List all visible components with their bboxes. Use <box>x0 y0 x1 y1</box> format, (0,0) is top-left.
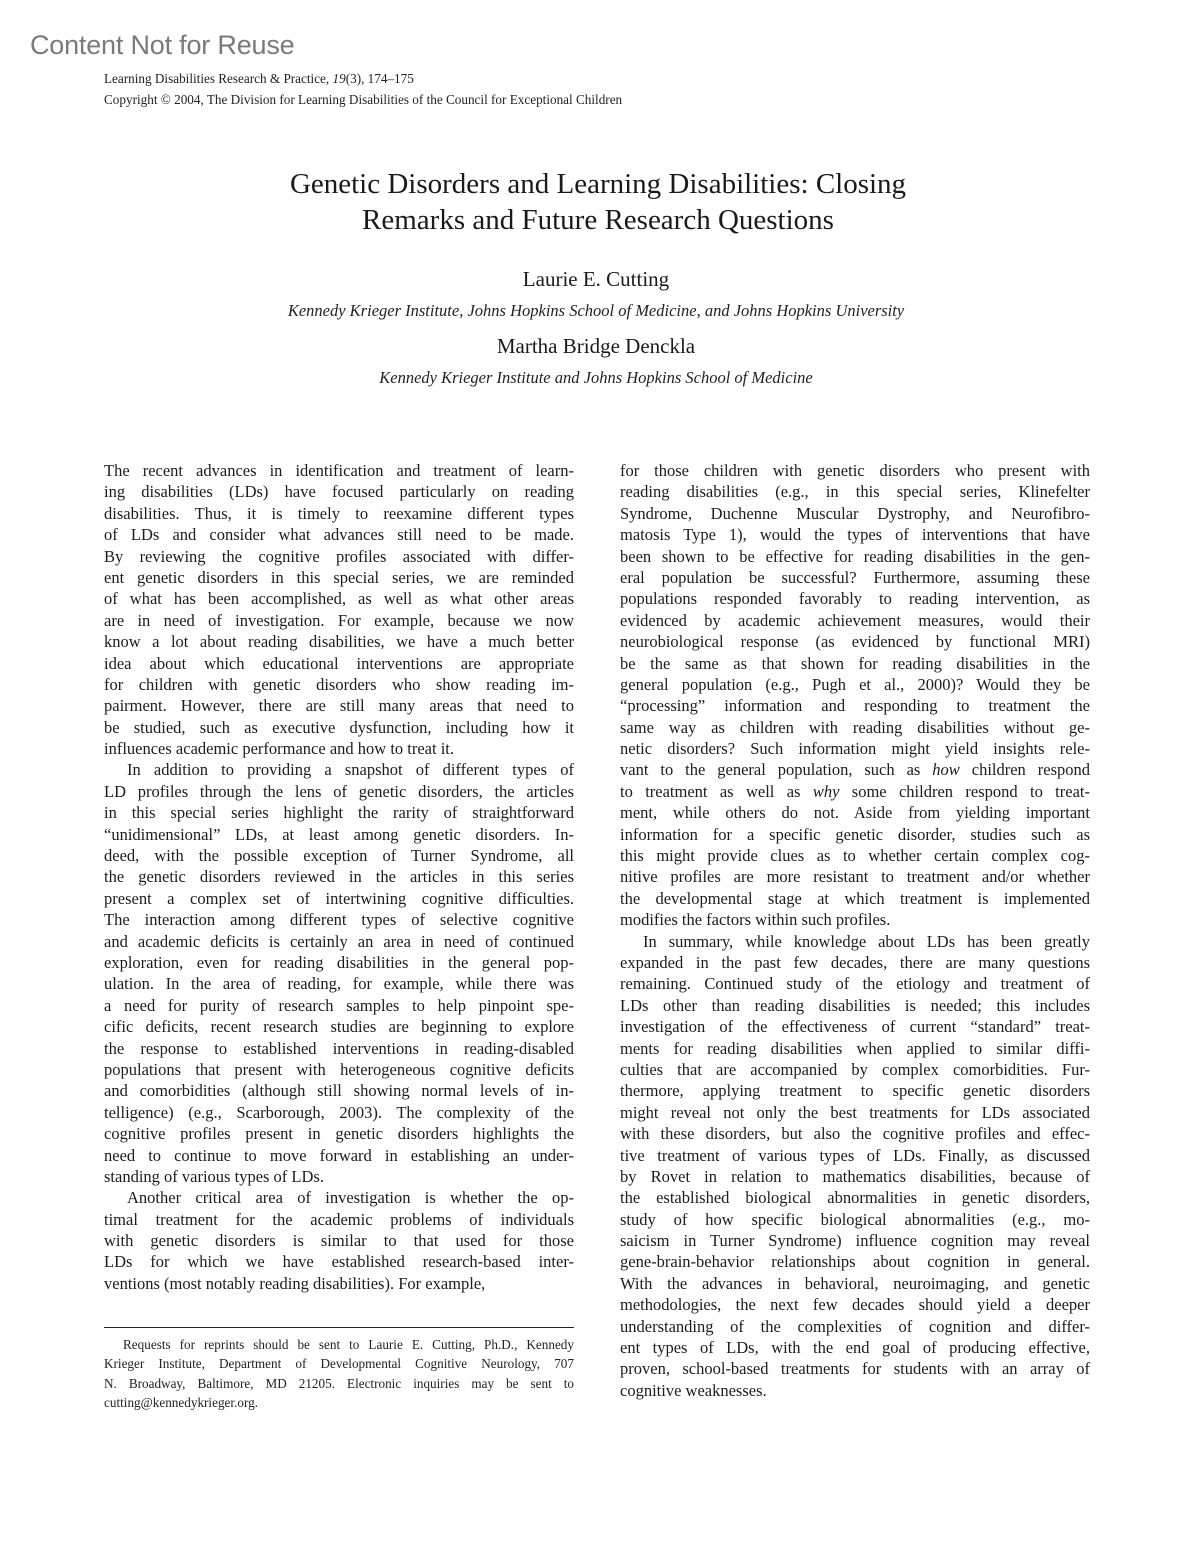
author-affiliation: Kennedy Krieger Institute, Johns Hopkins School of Medicine, and Johns Hopkins University <box>287 301 905 320</box>
text-line: been shown to be effective for reading disabilities in the gen- <box>620 546 1090 566</box>
text-line: ulation. In the area of reading, for example, while there was <box>104 974 574 994</box>
author-affiliation: Kennedy Krieger Institute and Johns Hopkins School of Medicine <box>379 368 813 387</box>
journal-issue-pages: (3), 174–175 <box>345 71 414 86</box>
text-line: are in need of investigation. For example, because we now <box>104 610 574 630</box>
footnote-line: Krieger Institute, Department of Developmental Cognitive Neurology, 707 <box>104 1356 574 1372</box>
text-line: In addition to providing a snapshot of different types of <box>127 760 574 780</box>
text-line: Another critical area of investigation is whether the op- <box>127 1188 574 1208</box>
footnote-divider <box>104 1327 574 1328</box>
text-line: need to continue to move forward in establishing an under- <box>104 1145 574 1165</box>
text-line: influences academic performance and how to treat it. <box>104 739 455 759</box>
emphasis: how <box>932 760 960 780</box>
text-line: matosis Type 1), would the types of interventions that have <box>620 525 1090 545</box>
footnote-line: N. Broadway, Baltimore, MD 21205. Electronic inquiries may be sent to <box>104 1375 574 1391</box>
text-line: exploration, even for reading disabilities in the general pop- <box>104 952 574 972</box>
text-line: populations responded favorably to reading intervention, as <box>620 589 1090 609</box>
text-line: understanding of the complexities of cognition and differ- <box>620 1316 1090 1336</box>
text-line: With the advances in behavioral, neuroimaging, and genetic <box>620 1273 1090 1293</box>
text-line: ments for reading disabilities when applied to similar diffi- <box>620 1038 1090 1058</box>
text-line: know a lot about reading disabilities, we have a much better <box>104 632 574 652</box>
footnote <box>104 1335 574 1412</box>
text-line: proven, school-based treatments for students with an array of <box>620 1359 1090 1379</box>
text-line: eral population be successful? Furthermore, assuming these <box>620 567 1090 587</box>
text-line: standing of various types of LDs. <box>104 1166 324 1186</box>
text-line: for children with genetic disorders who show reading im- <box>104 674 574 694</box>
text-line: cognitive weaknesses. <box>620 1380 767 1400</box>
text-line: the response to established interventions in reading-disabled <box>104 1038 574 1058</box>
text-line: cific deficits, recent research studies are beginning to explore <box>104 1017 574 1037</box>
copyright-line: Copyright © 2004, The Division for Learning Disabilities of the Council for Exceptional Children <box>104 92 623 107</box>
text-line: In summary, while knowledge about LDs has been greatly <box>643 931 1090 951</box>
text-line: pairment. However, there are still many areas that need to <box>104 696 574 716</box>
text-line: expanded in the past few decades, there are many questions <box>620 952 1090 972</box>
journal-citation <box>104 68 622 89</box>
text-line: reading disabilities (e.g., in this special series, Klinefelter <box>620 482 1090 502</box>
text-line: general population (e.g., Pugh et al., 2000)? Would they be <box>620 674 1090 694</box>
text-line: The recent advances in identification and treatment of learn- <box>104 461 574 480</box>
text-line: with these disorders, but also the cognitive profiles and effec- <box>620 1124 1090 1144</box>
text-line: modifies the factors within such profiles. <box>620 910 891 930</box>
text-line: saicism in Turner Syndrome) influence cognition may reveal <box>620 1231 1090 1251</box>
text-line: present a complex set of intertwining cognitive difficulties. <box>104 888 574 908</box>
text-line: gene-brain-behavior relationships about cognition in general. <box>620 1252 1090 1272</box>
text-line: vant to the general population, such as how children respond <box>620 760 1090 780</box>
text-line: evidenced by academic achievement measures, would their <box>620 610 1090 630</box>
text-line: neurobiological response (as evidenced by functional MRI) <box>620 632 1090 652</box>
text-line: and comorbidities (although still showing normal levels of in- <box>104 1081 574 1101</box>
journal-header <box>104 68 622 110</box>
footnote-line: cutting@kennedykrieger.org. <box>104 1394 258 1410</box>
text-line: telligence) (e.g., Scarborough, 2003). The complexity of the <box>104 1102 574 1122</box>
text-line: and academic deficits is certainly an area in need of continued <box>104 931 574 951</box>
text-line: investigation of the effectiveness of current “standard” treat- <box>620 1017 1090 1037</box>
text-line: tive treatment of various types of LDs. Finally, as discussed <box>620 1145 1090 1165</box>
text-line: of LDs and consider what advances still need to be made. <box>104 525 574 545</box>
footnote-line: Requests for reprints should be sent to Laurie E. Cutting, Ph.D., Kennedy <box>123 1337 574 1352</box>
text-line: the genetic disorders reviewed in the articles in this series <box>104 867 574 887</box>
text-line: the developmental stage at which treatment is implemented <box>620 888 1090 908</box>
text-line: this might provide clues as to whether certain complex cog- <box>620 846 1090 866</box>
emphasis: why <box>812 781 840 801</box>
text-line: study of how specific biological abnormalities (e.g., mo- <box>620 1209 1090 1229</box>
text-line: netic disorders? Such information might yield insights rele- <box>620 739 1090 759</box>
text-line: nitive profiles are more resistant to treatment and/or whether <box>620 867 1090 887</box>
article-title-line-2: Remarks and Future Research Questions <box>362 204 834 236</box>
text-line: same way as children with reading disabilities without ge- <box>620 717 1090 737</box>
text-line: the established biological abnormalities in genetic disorders, <box>620 1188 1090 1208</box>
text-line: ent types of LDs, with the end goal of producing effective, <box>620 1338 1090 1358</box>
text-line: Syndrome, Duchenne Muscular Dystrophy, and Neurofibro- <box>620 503 1090 523</box>
journal-volume: 19 <box>332 71 346 86</box>
text-line: methodologies, the next few decades should yield a deeper <box>620 1295 1090 1315</box>
author-name: Laurie E. Cutting <box>522 267 670 291</box>
text-line: “unidimensional” LDs, at least among genetic disorders. In- <box>104 824 574 844</box>
body-left-column <box>104 460 574 1294</box>
text-line: to treatment as well as why some children respond to treat- <box>620 781 1090 801</box>
text-line: ment, while others do not. Aside from yielding important <box>620 803 1090 823</box>
article-title-line-1: Genetic Disorders and Learning Disabilities: Closing <box>289 168 907 200</box>
text-line: “processing” information and responding to treatment the <box>620 696 1090 716</box>
journal-name: Learning Disabilities Research & Practice, <box>104 71 333 86</box>
text-line: cognitive profiles present in genetic disorders highlights the <box>104 1124 574 1144</box>
text-line: ventions (most notably reading disabilities). For example, <box>104 1273 486 1293</box>
text-line: populations that present with heterogeneous cognitive deficits <box>104 1059 574 1079</box>
text-line: be studied, such as executive dysfunction, including how it <box>104 717 574 737</box>
text-line: thermore, applying treatment to specific genetic disorders <box>620 1081 1090 1101</box>
text-line: a need for purity of research samples to help pinpoint spe- <box>104 995 574 1015</box>
text-line: culties that are accompanied by complex comorbidities. Fur- <box>620 1059 1090 1079</box>
article-title <box>0 166 1196 238</box>
text-line: in this special series highlight the rarity of straightforward <box>104 803 574 823</box>
text-line: ing disabilities (LDs) have focused particularly on reading <box>104 482 574 502</box>
text-line: by Rovet in relation to mathematics disabilities, because of <box>620 1166 1090 1186</box>
text-line: LD profiles through the lens of genetic disorders, the articles <box>104 781 574 801</box>
text-line: timal treatment for the academic problems of individuals <box>104 1209 574 1229</box>
text-line: might reveal not only the best treatments for LDs associated <box>620 1102 1090 1122</box>
body-right-column <box>620 460 1090 1401</box>
text-line: By reviewing the cognitive profiles associated with differ- <box>104 546 574 566</box>
text-line: LDs other than reading disabilities is needed; this includes <box>620 995 1090 1015</box>
text-line: disabilities. Thus, it is timely to reexamine different types <box>104 503 574 523</box>
author-name: Martha Bridge Denckla <box>496 334 696 358</box>
text-line: remaining. Continued study of the etiology and treatment of <box>620 974 1090 994</box>
watermark: Content Not for Reuse <box>30 30 295 60</box>
text-line: The interaction among different types of selective cognitive <box>104 910 574 930</box>
text-line: of what has been accomplished, as well as what other areas <box>104 589 574 609</box>
text-line: ent genetic disorders in this special series, we are reminded <box>104 567 574 587</box>
text-line: for those children with genetic disorders who present with <box>620 461 1090 480</box>
text-line: be the same as that shown for reading disabilities in the <box>620 653 1090 673</box>
text-line: LDs for which we have established research-based inter- <box>104 1252 574 1272</box>
text-line: information for a specific genetic disorder, studies such as <box>620 824 1090 844</box>
text-line: deed, with the possible exception of Turner Syndrome, all <box>104 846 574 866</box>
text-line: idea about which educational interventions are appropriate <box>104 653 574 673</box>
text-line: with genetic disorders is similar to that used for those <box>104 1231 574 1251</box>
